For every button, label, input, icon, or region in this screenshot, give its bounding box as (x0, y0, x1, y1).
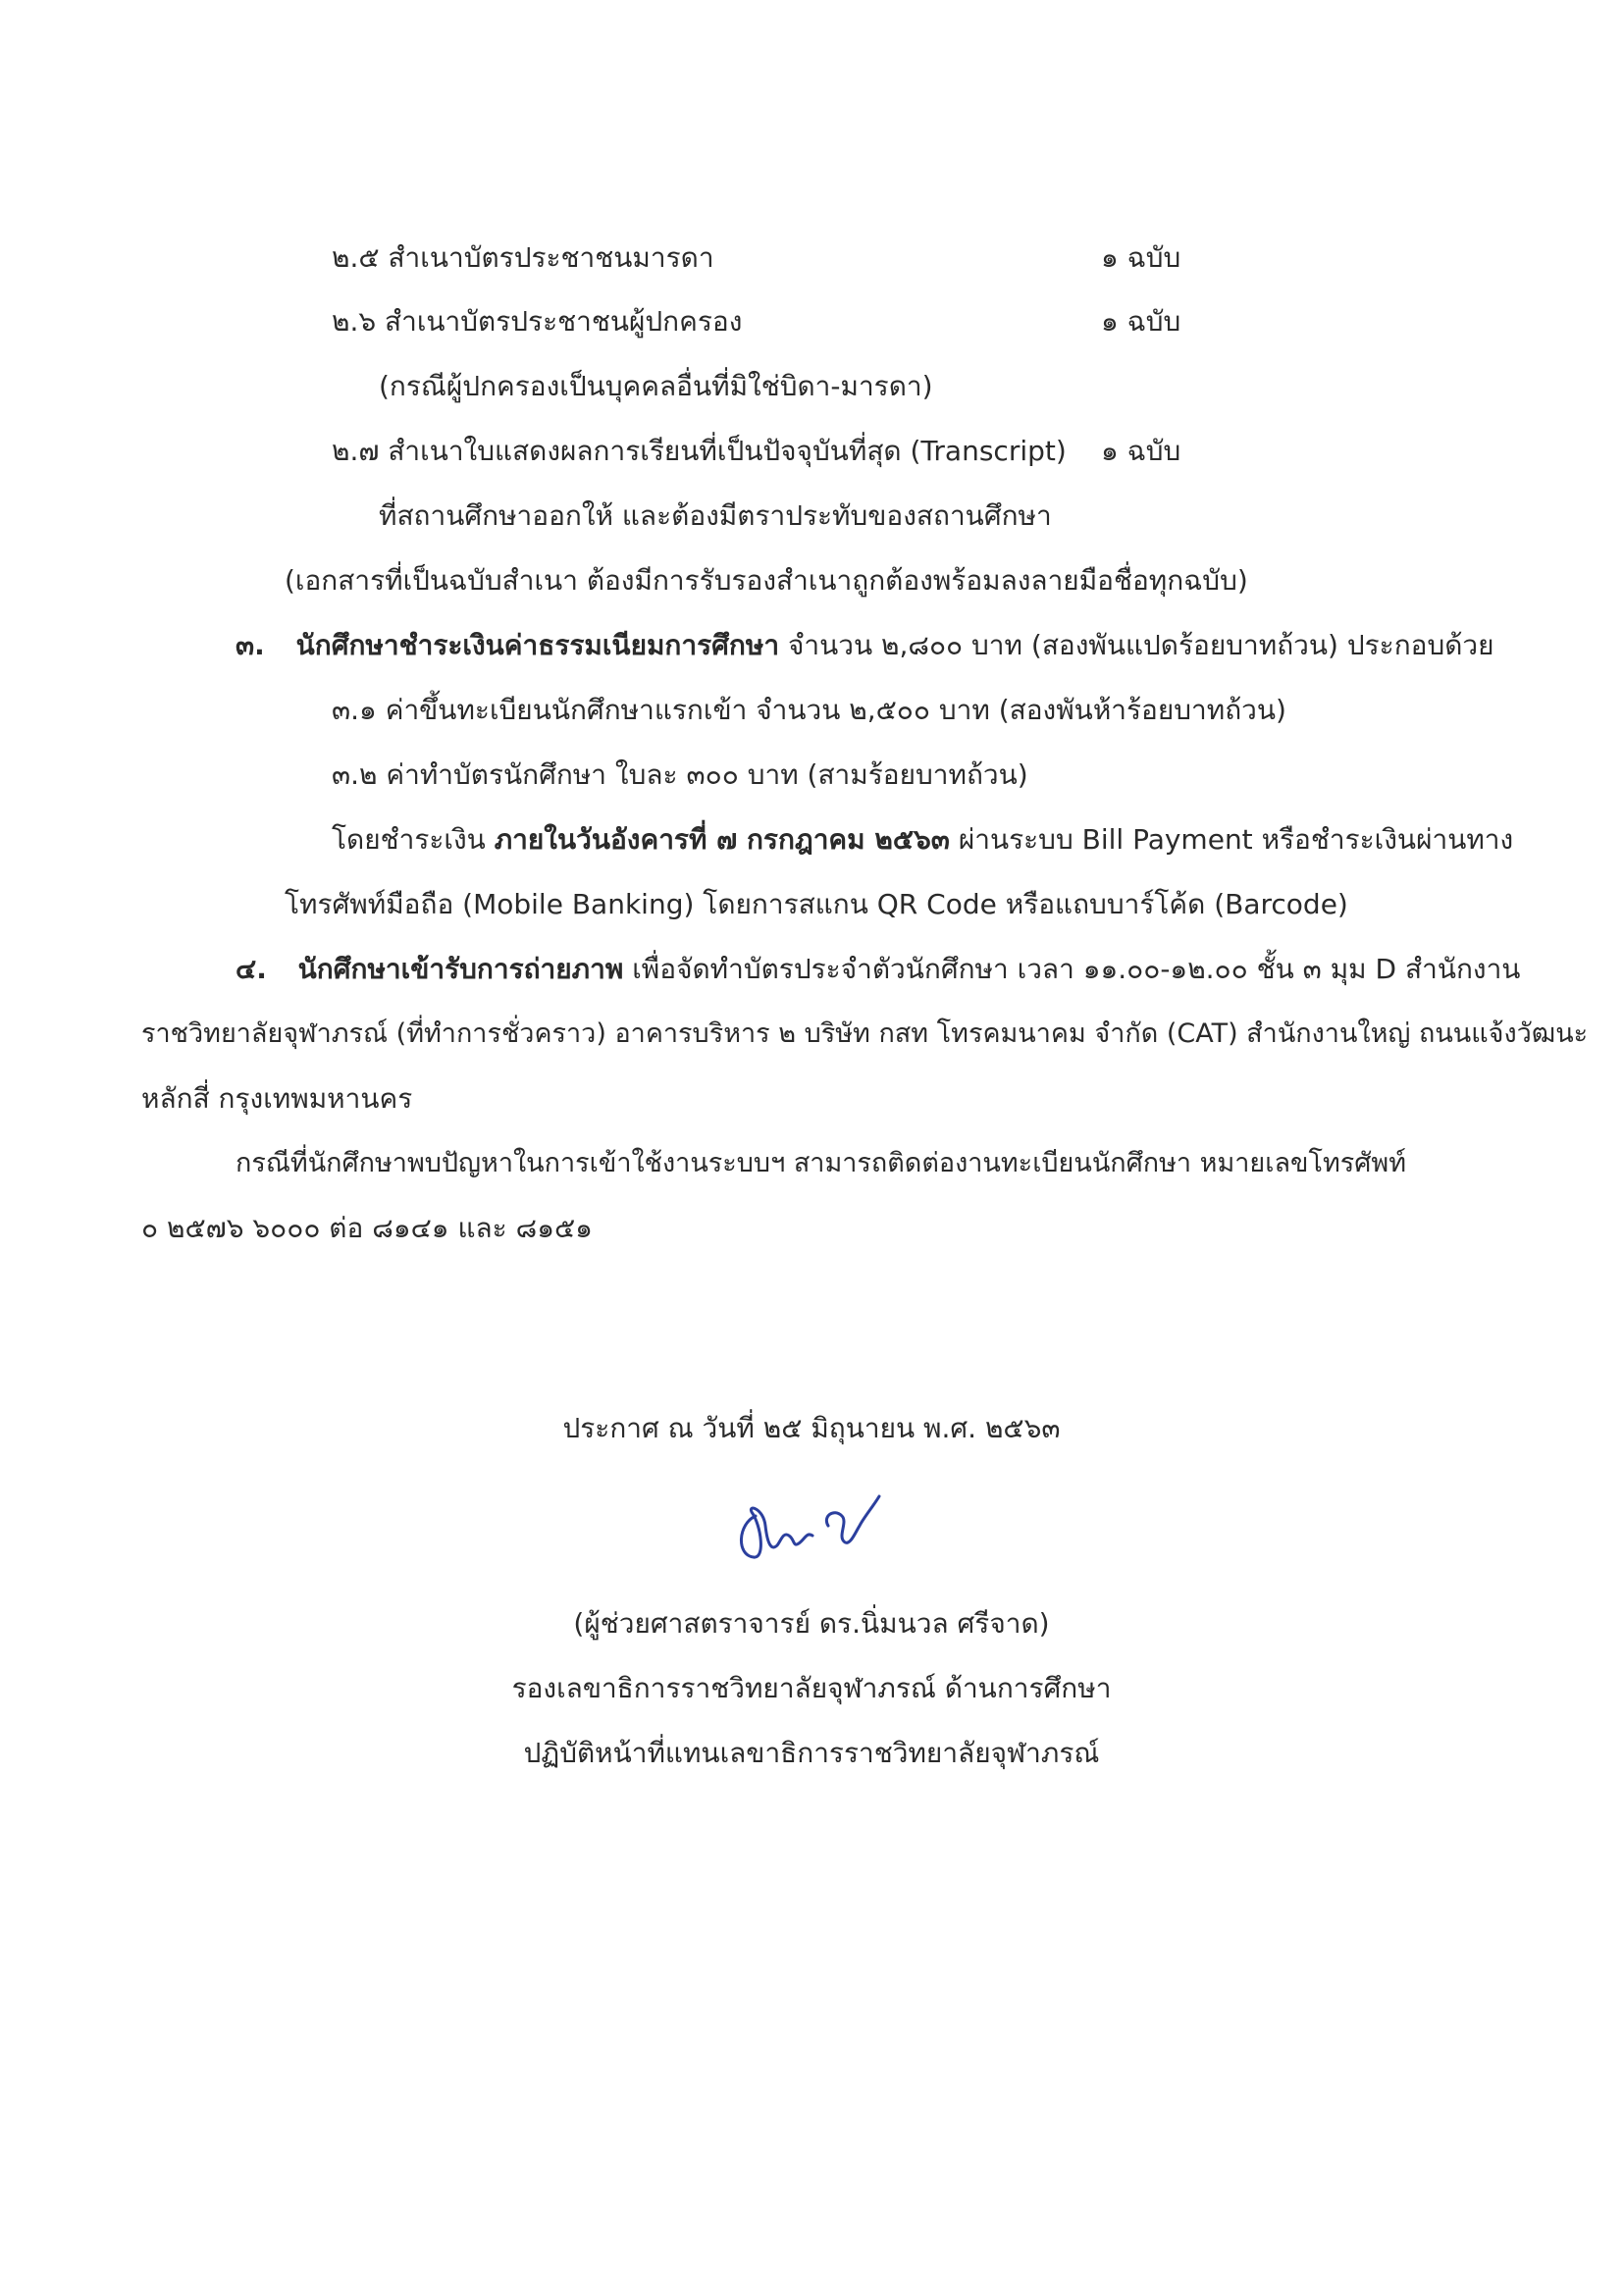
section-4-line-3: หลักสี่ กรุงเทพมหานคร (141, 1082, 413, 1115)
item-2-6-note: (กรณีผู้ปกครองเป็นบุคคลอื่นที่มิใช่บิดา-มารดา) (379, 370, 933, 402)
section-4-line-2: ราชวิทยาลัยจุฬาภรณ์ (ที่ทำการชั่วคราว) อาคารบริหาร ๒ บริษัท กสท โทรคมนาคม จำกัด (CAT) สำนักงานใหญ่ ถนนแจ้งวัฒนะ (141, 1018, 1589, 1049)
contact-line-1: กรณีที่นักศึกษาพบปัญหาในการเข้าใช้งานระบบฯ สามารถติดต่องานทะเบียนนักศึกษา หมายเลขโทรศัพท์ (236, 1148, 1407, 1178)
section-4-heading-line (236, 950, 1520, 989)
signatory-name: (ผู้ช่วยศาสตราจารย์ ดร.นิ่มนวล ศรีจาด) (573, 1607, 1050, 1640)
item-2-7-qty: ๑ ฉบับ (1101, 435, 1181, 467)
item-2-7-text: ๒.๗ สำเนาใบแสดงผลการเรียนที่เป็นปัจจุบันที่สุด (Transcript) (332, 435, 1067, 467)
section-4-number: ๔. (236, 953, 267, 985)
item-2-5-text: ๒.๕ สำเนาบัตรประชาชนมารดา (332, 241, 714, 274)
section-4-heading: นักศึกษาเข้ารับการถ่ายภาพ (297, 953, 624, 985)
payment-prefix: โดยชำระเงิน (332, 823, 495, 856)
contact-line-2: ๐ ๒๕๗๖ ๖๐๐๐ ต่อ ๘๑๔๑ และ ๘๑๕๑ (141, 1212, 593, 1244)
item-2-6-qty: ๑ ฉบับ (1101, 305, 1181, 338)
item-2-6-text: ๒.๖ สำเนาบัตรประชาชนผู้ปกครอง (332, 305, 743, 338)
signatory-position-1: รองเลขาธิการราชวิทยาลัยจุฬาภรณ์ ด้านการศึกษา (511, 1672, 1112, 1704)
section-3-2: ๓.๒ ค่าทำบัตรนักศึกษา ใบละ ๓๐๐ บาท (สามร้อยบาทถ้วน) (332, 758, 1028, 791)
section-3-heading: นักศึกษาชำระเงินค่าธรรมเนียมการศึกษา (295, 629, 780, 661)
section-3-text: จำนวน ๒,๘๐๐ บาท (สองพันแปดร้อยบาทถ้วน) ประกอบด้วย (779, 629, 1494, 661)
section-3-heading-line (236, 626, 1494, 665)
announcement-date: ประกาศ ณ วันที่ ๒๕ มิถุนายน พ.ศ. ๒๕๖๓ (562, 1412, 1061, 1444)
item-2-7-continuation: ที่สถานศึกษาออกให้ และต้องมีตราประทับของสถานศึกษา (379, 499, 1052, 532)
section-4-text: เพื่อจัดทำบัตรประจำตัวนักศึกษา เวลา ๑๑.๐๐-๑๒.๐๐ ชั้น ๓ มุม D สำนักงาน (623, 953, 1521, 985)
payment-methods-line: โทรศัพท์มือถือ (Mobile Banking) โดยการสแกน QR Code หรือแถบบาร์โค้ด (Barcode) (285, 888, 1348, 920)
section-3-number: ๓. (236, 629, 265, 661)
handwritten-signature (726, 1487, 903, 1575)
payment-suffix: ผ่านระบบ Bill Payment หรือชำระเงินผ่านทาง (949, 823, 1514, 856)
item-2-5-qty: ๑ ฉบับ (1101, 241, 1181, 274)
payment-deadline: ภายในวันอังคารที่ ๗ กรกฎาคม ๒๕๖๓ (494, 823, 950, 856)
section-3-1: ๓.๑ ค่าขึ้นทะเบียนนักศึกษาแรกเข้า จำนวน ๒,๕๐๐ บาท (สองพันห้าร้อยบาทถ้วน) (332, 694, 1286, 726)
signatory-position-2: ปฏิบัติหน้าที่แทนเลขาธิการราชวิทยาลัยจุฬาภรณ์ (523, 1737, 1100, 1769)
payment-deadline-line (332, 820, 1513, 860)
copy-certification-note: (เอกสารที่เป็นฉบับสำเนา ต้องมีการรับรองสำเนาถูกต้องพร้อมลงลายมือชื่อทุกฉบับ) (285, 564, 1248, 597)
